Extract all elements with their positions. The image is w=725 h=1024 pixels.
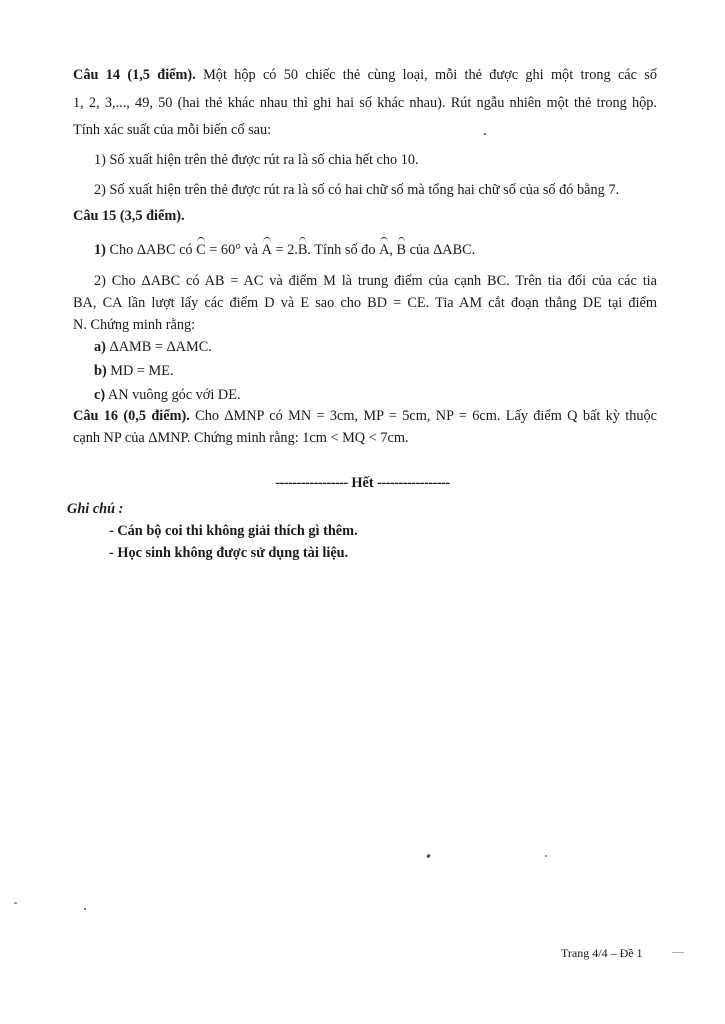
angle-b-2: B: [396, 242, 407, 258]
angle-b: B: [297, 242, 308, 258]
q16-label: Câu 16 (0,5 điểm).: [73, 408, 190, 424]
q15-p1-a: Cho ΔABC có: [109, 242, 193, 258]
q16-line-2: cạnh NP của ΔMNP. Chứng minh rằng: 1cm < MQ < 7cm.: [73, 430, 409, 446]
q15-a-label: a): [94, 339, 106, 355]
q16-line-1: [73, 407, 657, 425]
scan-speck: [14, 902, 17, 904]
q15-a-text: ΔAMB = ΔAMC.: [109, 339, 212, 355]
q15-p1-d: = 2.: [275, 242, 298, 258]
end-word: Hết: [351, 475, 374, 491]
q15-c-label: c): [94, 387, 106, 403]
angle-a: A: [261, 242, 272, 258]
scan-speck: [545, 855, 547, 857]
q14-item-2: 2) Số xuất hiện trên thẻ được rút ra là số có hai chữ số mà tổng hai chữ số của số đó bằng 7.: [94, 182, 620, 198]
q14-line-3: Tính xác suất của mỗi biến cố sau:: [73, 122, 272, 138]
scan-speck: [484, 133, 486, 135]
page-number: Trang 4/4 – Đề 1: [561, 946, 643, 960]
q15-item-b: [94, 362, 174, 380]
q15-label: [73, 207, 185, 225]
q15-p1-f: của ΔABC.: [409, 242, 476, 258]
angle-c: C: [196, 242, 206, 258]
end-marker: [0, 474, 725, 492]
q14-line-1: [73, 66, 657, 84]
q15-label-text: Câu 15 (3,5 điểm).: [73, 208, 185, 224]
q15-b-text: MD = ME.: [110, 363, 174, 379]
q15-b-label: b): [94, 363, 107, 379]
q15-p1-e: . Tính số đo: [307, 242, 376, 258]
q14-line-2: 1, 2, 3,..., 49, 50 (hai thẻ khác nhau thì ghi hai số khác nhau). Rút ngẫu nhiên một thẻ trong hộp.: [73, 95, 657, 111]
end-dashes-left: -----------------: [275, 475, 348, 491]
q15-p1-comma: ,: [389, 242, 393, 258]
q14-text-1: Một hộp có 50 chiếc thẻ cùng loại, mỗi thẻ được ghi một trong các số: [203, 67, 658, 83]
q15-part-2-line-3: N. Chứng minh rằng:: [73, 317, 196, 333]
q15-item-c: [94, 386, 241, 404]
q14-label: Câu 14 (1,5 điểm).: [73, 67, 196, 83]
q15-part-2-line-1: 2) Cho ΔABC có AB = AC và điểm M là trung điểm của cạnh BC. Trên tia đối của các tia: [94, 273, 657, 289]
q14-item-1: 1) Số xuất hiện trên thẻ được rút ra là số chia hết cho 10.: [94, 152, 419, 168]
footer-dash: —: [672, 944, 684, 958]
end-dashes-right: -----------------: [377, 475, 450, 491]
q15-part-1: [94, 241, 475, 259]
q15-item-a: [94, 338, 212, 356]
q15-c-text: AN vuông góc với DE.: [107, 387, 241, 403]
q16-text-1: Cho ΔMNP có MN = 3cm, MP = 5cm, NP = 6cm. Lấy điểm Q bất kỳ thuộc: [195, 408, 657, 424]
note-2: - Học sinh không được sử dụng tài liệu.: [109, 545, 349, 561]
scan-speck: [426, 854, 431, 859]
q15-p1-num: 1): [94, 242, 106, 258]
q15-p1-b: = 60° và: [209, 242, 259, 258]
angle-a-2: A: [379, 242, 390, 258]
scan-speck: [84, 908, 86, 910]
note-1: - Cán bộ coi thi không giải thích gì thêm.: [109, 523, 358, 539]
q15-part-2-line-2: BA, CA lần lượt lấy các điểm D và E sao cho BD = CE. Tia AM cắt đoạn thẳng DE tại điểm: [73, 295, 657, 311]
note-title: Ghi chú :: [67, 501, 124, 517]
